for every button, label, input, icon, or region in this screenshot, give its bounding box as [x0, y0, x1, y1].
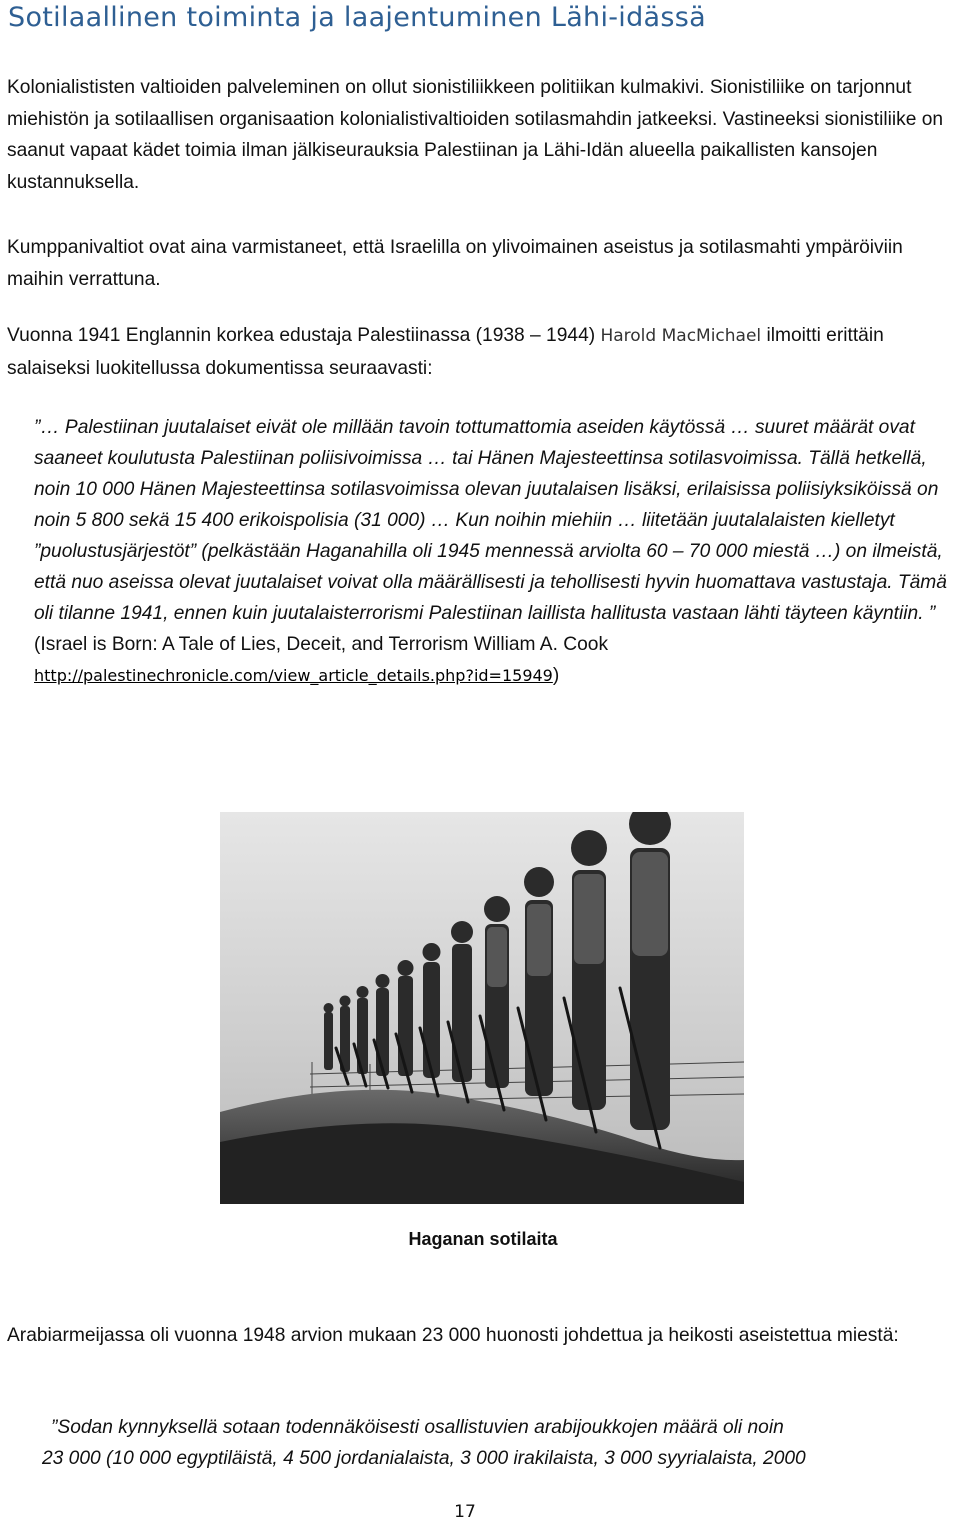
paragraph-intro: Kolonialististen valtioiden palveleminen on ollut sionistiliikkeen politiikan kulmakivi. Sionistiliike on tarjonnut miehistön ja sotilaallisen organisaation kolonialistivaltioiden sotilasmahdin jatkeeksi. Vastineeksi sionistiliike on saanut vapaat kädet toimia ilman jälkiseurauksia Palestiinan ja Lähi-Idän alueella paikallisten kansojen kustannuksella. [7, 77, 944, 193]
quote-line: 23 000 (10 000 egyptiläistä, 4 500 jordanialaista, 3 000 irakilaista, 3 000 syyrialaista, 2000 [42, 1448, 806, 1469]
source-link-close: ) [552, 665, 560, 686]
paragraph-text: Vuonna 1941 Englannin korkea edustaja Palestiinassa (1938 – 1944) [7, 325, 601, 346]
photo-caption: Haganan sotilaita [408, 1229, 558, 1249]
paragraph-macmichael [7, 320, 957, 384]
paragraph-text: ilmoitti erittäin salaiseksi luokitellussa dokumentissa seuraavasti: [7, 325, 884, 379]
block-quote [34, 412, 958, 691]
paragraph-arab-army: Arabiarmeijassa oli vuonna 1948 arvion mukaan 23 000 huonosti johdettua ja heikosti aseistettua miestä: [7, 1325, 899, 1346]
page-number: 17 [454, 1502, 476, 1522]
page-title: Sotilaallinen toiminta ja laajentuminen Lähi-idässä [8, 2, 706, 33]
source-link[interactable]: http://palestinechronicle.com/view_article_details.php?id=15949 [34, 666, 553, 685]
quote-source: (Israel is Born: A Tale of Lies, Deceit, and Terrorism William A. Cook [34, 634, 609, 655]
quote-line: ”Sodan kynnyksellä sotaan todennäköisesti osallistuvien arabijoukkojen määrä oli noin [51, 1417, 784, 1438]
soldiers-photo [220, 812, 744, 1204]
block-quote-2 [42, 1412, 958, 1474]
person-name: Harold MacMichael [600, 326, 762, 346]
quote-text: ”… Palestiinan juutalaiset eivät ole millään tavoin tottumattomia aseiden käytössä … suuret määrät ovat saaneet koulutusta Palestiinan poliisivoimissa … tai Hänen Majesteettinsa sotilasvoimissa. Tällä hetkellä, noin 10 000 Hänen Majesteettinsa sotilasvoimissa olevan juutalaisen lisäksi, erilaisissa poliisiyksiköissä on noin 5 800 sekä 15 400 erikoispolisia (31 000) … Kun noihin miehiin … liitetään juutalalaisten kielletyt ”puolustusjärjestöt” (pelkästään Haganahilla oli 1945 mennessä arviolta 60 – 70 000 miestä …) on ilmeistä, että nuo aseissa olevat juutalaiset voivat olla määrällisesti ja tehollisesti hyvin huomattava vastustaja. Tämä oli tilanne 1941, ennen kuin juutalaisterrorismi Palestiinan laillista hallitusta vastaan lähti täyteen käyntiin. ” [34, 417, 947, 624]
paragraph-partners: Kumppanivaltiot ovat aina varmistaneet, että Israelilla on ylivoimainen aseistus ja sotilasmahti ympäröiviin maihin verrattuna. [7, 237, 903, 290]
